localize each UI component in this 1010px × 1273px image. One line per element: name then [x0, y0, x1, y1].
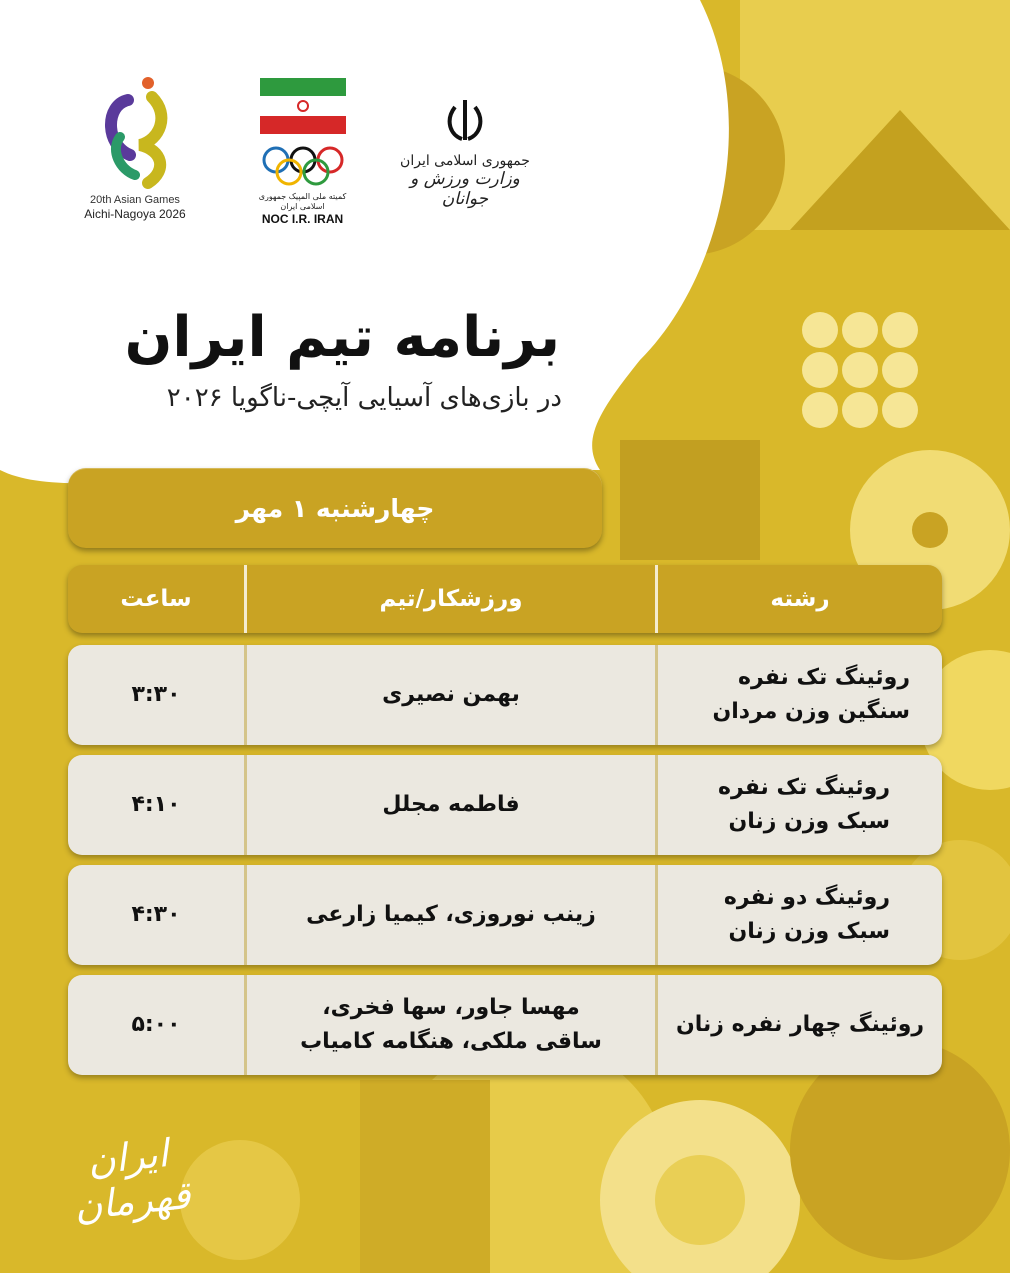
ministry-line2: وزارت ورزش و جوانان	[410, 169, 520, 209]
asian-games-logo	[70, 75, 200, 225]
ministry-line1: جمهوری اسلامی ایران	[400, 153, 530, 169]
row-time-value: ۵:۰۰	[131, 1012, 181, 1037]
brand-logo	[55, 1131, 205, 1229]
row-sport	[658, 865, 942, 965]
table-header	[68, 565, 942, 633]
row-time-value: ۴:۱۰	[131, 792, 181, 817]
row-athlete	[247, 865, 655, 965]
row-sport-value: روئینگ چهار نفره زنان	[675, 1012, 925, 1037]
row-athlete-value: بهمن نصیری	[382, 682, 520, 707]
row-time	[68, 645, 244, 745]
row-athlete	[247, 645, 655, 745]
row-time	[68, 975, 244, 1075]
asian-games-caption: 20th Asian Games	[90, 194, 180, 206]
header-sport-label: رشته	[770, 586, 830, 612]
row-sport	[658, 975, 942, 1075]
asian-games-location: Aichi-Nagoya 2026	[84, 207, 186, 221]
row-time	[68, 755, 244, 855]
table-row	[68, 755, 942, 855]
row-sport-value: روئینگ تک نفره سبک وزن زنان	[718, 775, 890, 834]
header-time-label: ساعت	[120, 586, 192, 612]
asian-games-emblem-icon	[90, 75, 180, 190]
row-athlete-value: فاطمه مجلل	[382, 792, 520, 817]
brand-text: ایران قهرمان	[72, 1131, 193, 1229]
row-athlete	[247, 755, 655, 855]
row-athlete-value: زینب نوروزی، کیمیا زارعی	[306, 902, 596, 927]
header-athlete-label: ورزشکار/تیم	[379, 586, 523, 612]
page-subtitle: در بازی‌های آسیایی آیچی-ناگویا ۲۰۲۶	[166, 383, 562, 413]
row-sport	[658, 755, 942, 855]
noc-english-name: NOC I.R. IRAN	[261, 212, 344, 226]
row-athlete-value: مهسا جاور، سها فخری، ساقی ملکی، هنگامه کامیاب	[300, 995, 602, 1054]
header-sport	[658, 565, 942, 633]
row-sport-value: روئینگ تک نفره سنگین وزن مردان	[712, 665, 910, 724]
iran-flag-olympic-rings-icon	[258, 78, 348, 188]
row-sport-value: روئینگ دو نفره سبک وزن زنان	[723, 885, 890, 944]
table-row	[68, 865, 942, 965]
row-time	[68, 865, 244, 965]
date-banner	[68, 468, 602, 548]
table-row	[68, 645, 942, 745]
header-time	[68, 565, 244, 633]
noc-iran-logo	[255, 78, 350, 226]
noc-persian-name: کمیته ملی المپیک جمهوری اسلامی ایران	[258, 192, 347, 211]
page-title: برنامه تیم ایران	[124, 305, 560, 370]
table-row	[68, 975, 942, 1075]
row-time-value: ۳:۳۰	[131, 682, 181, 707]
iran-emblem-icon	[440, 95, 490, 145]
row-time-value: ۴:۳۰	[131, 902, 181, 927]
row-athlete	[247, 975, 655, 1075]
ministry-logo	[385, 95, 545, 220]
header-athlete	[247, 565, 655, 633]
row-sport	[658, 645, 942, 745]
date-label: چهارشنبه ۱ مهر	[235, 493, 435, 523]
